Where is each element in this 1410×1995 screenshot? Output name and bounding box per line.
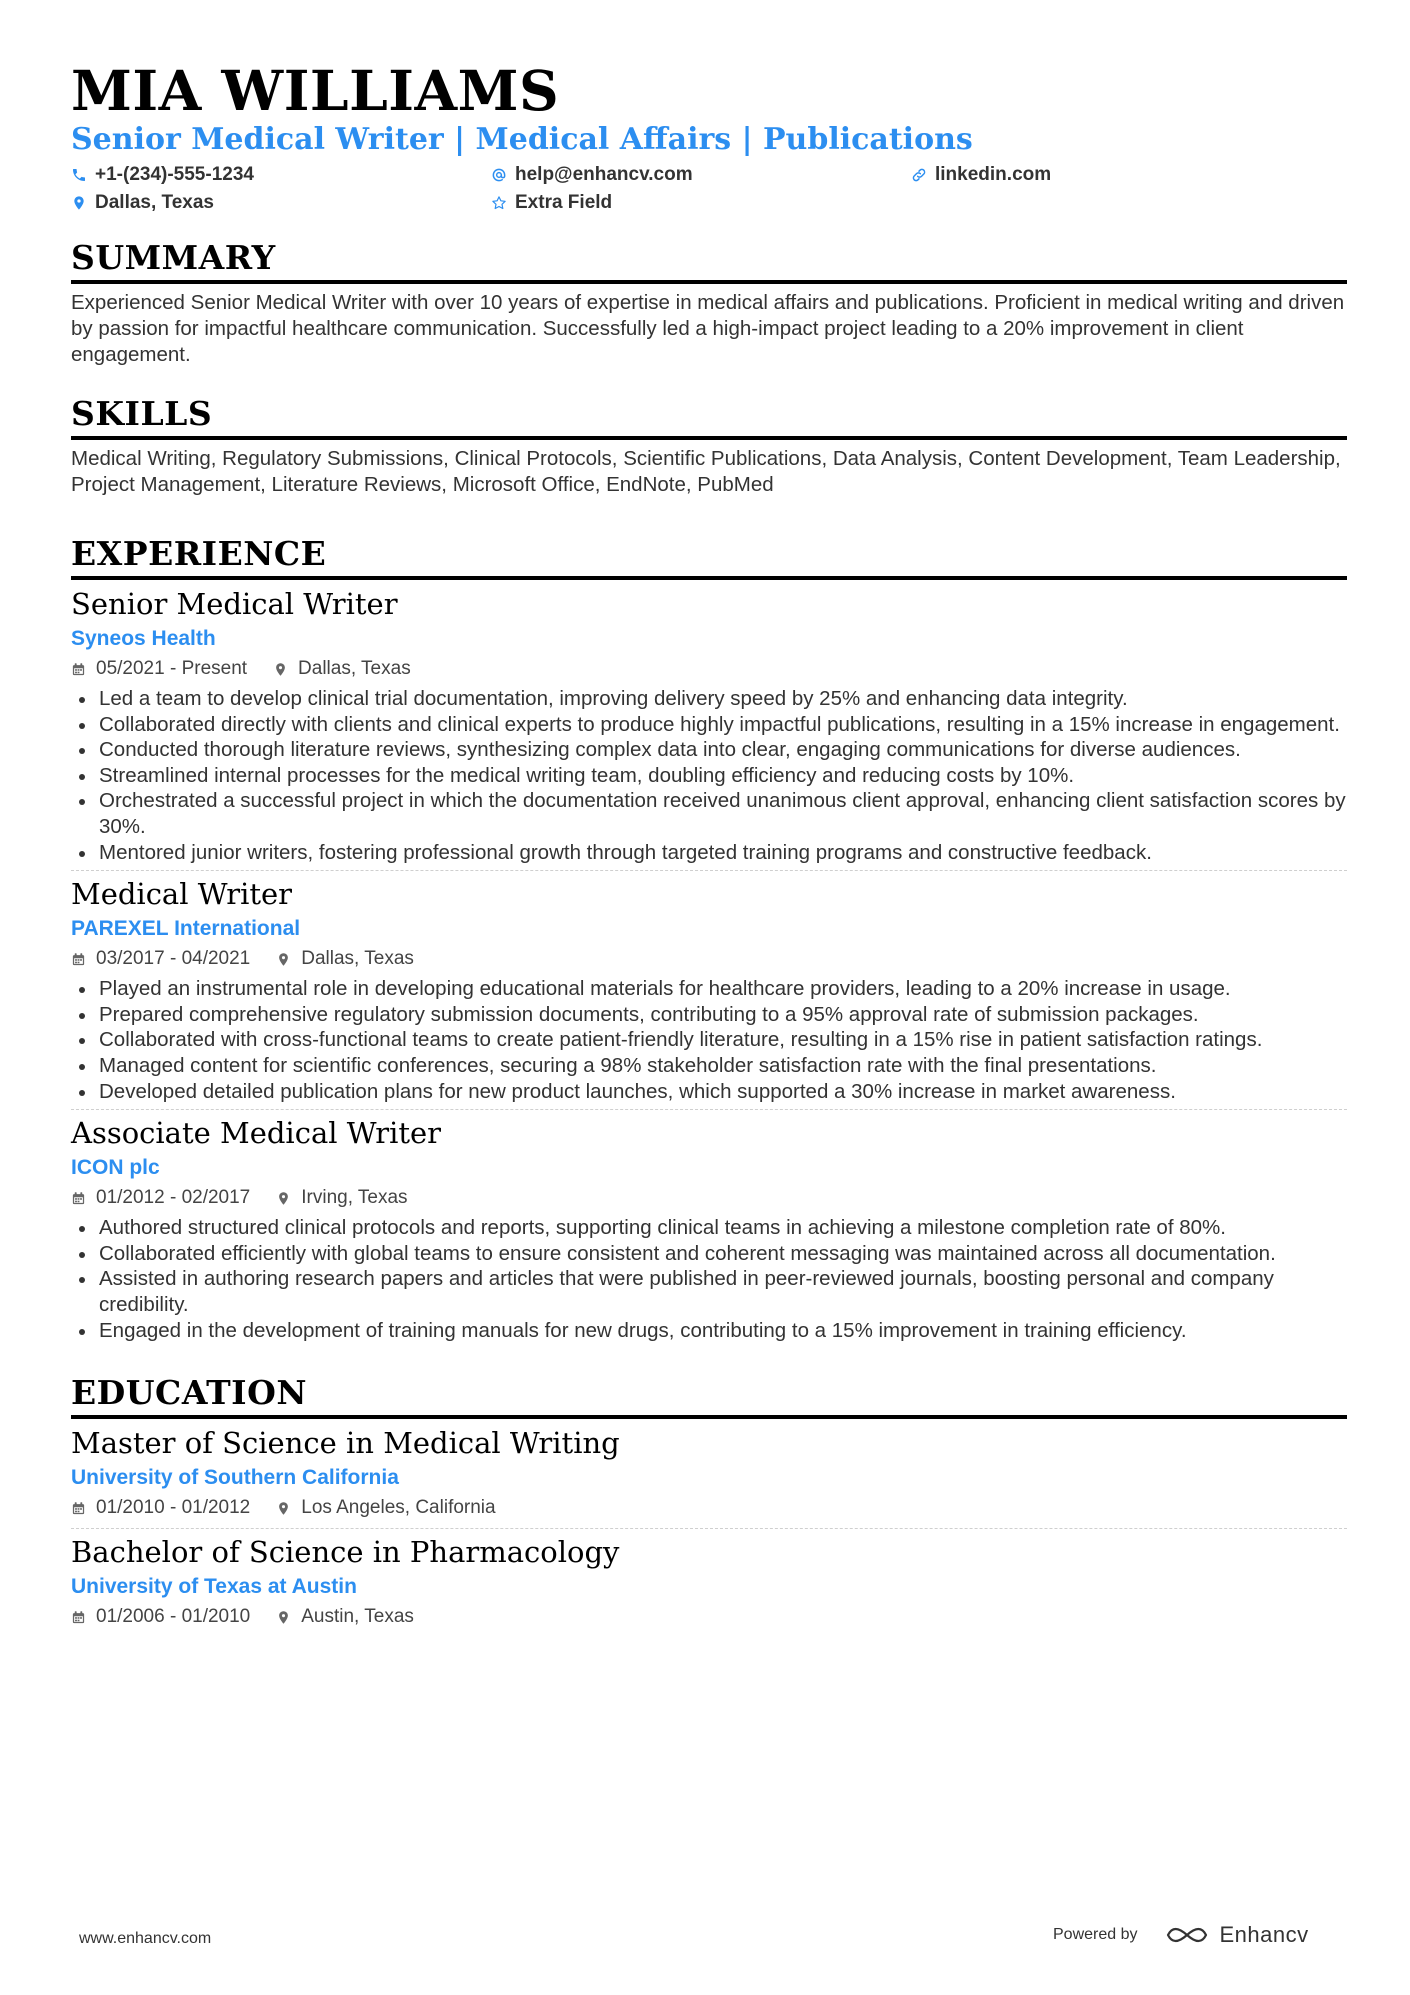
job-dates: 05/2021 - Present [96, 658, 248, 679]
location-icon [273, 662, 288, 677]
experience-section [71, 534, 1347, 1343]
company-name: ICON plc [71, 1156, 160, 1180]
job-location: Dallas, Texas [301, 948, 414, 970]
job-dates: 03/2017 - 04/2021 [96, 948, 251, 970]
education-heading: EDUCATION [71, 1373, 308, 1413]
bullet-item: Streamlined internal processes for the medical writing team, doubling efficiency and reducing costs by 10%. [71, 763, 1347, 789]
calendar-icon [71, 952, 86, 967]
bullet-item: Conducted thorough literature reviews, synthesizing complex data into clear, engaging communications for diverse audiences. [71, 737, 1347, 763]
company-name: Syneos Health [71, 627, 216, 650]
contact-location [71, 190, 491, 216]
star-icon [491, 195, 507, 211]
footer-branding[interactable] [1053, 1922, 1309, 1948]
location-icon [276, 952, 291, 967]
job-title: Senior Medical Writer [71, 587, 398, 621]
bullet-item: Developed detailed publication plans for new product launches, which supported a 30% increase in market awareness. [71, 1079, 1347, 1105]
contact-phone[interactable] [71, 162, 491, 188]
location-icon [276, 1501, 291, 1516]
summary-divider [71, 280, 1347, 284]
school-name: University of Texas at Austin [71, 1575, 357, 1599]
link-icon [911, 167, 927, 183]
bullet-item: Assisted in authoring research papers and articles that were published in peer-reviewed journals, boosting personal and company credibility. [71, 1266, 1347, 1317]
bullet-item: Mentored junior writers, fostering professional growth through targeted training programs and constructive feedback. [71, 840, 1347, 866]
contact-email-text: help@enhancv.com [515, 164, 693, 185]
education-meta [71, 1602, 1347, 1632]
degree-title: Bachelor of Science in Pharmacology [71, 1535, 620, 1570]
bullet-item: Managed content for scientific conferences, securing a 98% stakeholder satisfaction rate with the final presentations. [71, 1053, 1347, 1079]
bullet-item: Authored structured clinical protocols and reports, supporting clinical teams in achieving a milestone completion rate of 80%. [71, 1215, 1347, 1241]
email-icon [491, 167, 507, 183]
education-location: Austin, Texas [301, 1606, 414, 1628]
experience-heading: EXPERIENCE [71, 534, 327, 573]
candidate-name: MIA WILLIAMS [71, 58, 560, 123]
location-icon [276, 1191, 291, 1206]
job-location: Irving, Texas [301, 1187, 408, 1209]
skills-text: Medical Writing, Regulatory Submissions, Clinical Protocols, Scientific Publications, Data Analysis, Content Development, Team Leadership, Project Management, Literature Reviews, Microsoft Office, EndNote, PubMed [71, 447, 1341, 496]
education-entry [71, 1425, 1347, 1523]
school-name: University of Southern California [71, 1466, 399, 1490]
contact-linkedin[interactable] [911, 162, 1331, 188]
job-bullets [71, 686, 1347, 865]
education-dates: 01/2006 - 01/2010 [96, 1606, 251, 1628]
entry-divider [71, 1528, 1347, 1529]
experience-entry [71, 1115, 1347, 1343]
bullet-item: Prepared comprehensive regulatory submission documents, contributing to a 95% approval rate of submission packages. [71, 1002, 1347, 1028]
contact-extra [491, 190, 911, 216]
experience-divider [71, 576, 1347, 580]
bullet-item: Collaborated efficiently with global teams to ensure consistent and coherent messaging was maintained across all documentation. [71, 1241, 1347, 1267]
calendar-icon [71, 1191, 86, 1206]
job-dates: 01/2012 - 02/2017 [96, 1187, 251, 1209]
education-dates: 01/2010 - 01/2012 [96, 1497, 251, 1519]
experience-entry [71, 586, 1347, 865]
contact-list [71, 162, 1347, 216]
bullet-item: Engaged in the development of training manuals for new drugs, contributing to a 15% improvement in training efficiency. [71, 1318, 1347, 1344]
candidate-headline: Senior Medical Writer | Medical Affairs | Publications [71, 122, 973, 157]
job-meta [71, 654, 1347, 684]
company-name: PAREXEL International [71, 917, 301, 941]
education-entry [71, 1534, 1347, 1632]
calendar-icon [71, 662, 86, 677]
location-icon [71, 195, 87, 211]
skills-divider [71, 436, 1347, 440]
entry-divider [71, 870, 1347, 871]
job-bullets [71, 1215, 1347, 1343]
education-meta [71, 1493, 1347, 1523]
resume-header [71, 60, 1347, 216]
education-location: Los Angeles, California [301, 1497, 496, 1519]
enhancv-logo-icon [1164, 1923, 1210, 1947]
skills-section [71, 394, 1347, 498]
bullet-item: Collaborated with cross-functional teams to create patient-friendly literature, resulting in a 15% rise in patient satisfaction ratings. [71, 1027, 1347, 1053]
bullet-item: Orchestrated a successful project in which the documentation received unanimous client approval, enhancing client satisfaction scores by 30%. [71, 788, 1347, 839]
bullet-item: Played an instrumental role in developing educational materials for healthcare providers, leading to a 20% increase in usage. [71, 976, 1347, 1002]
contact-linkedin-text: linkedin.com [935, 164, 1052, 185]
education-divider [71, 1415, 1347, 1419]
contact-location-text: Dallas, Texas [95, 192, 215, 213]
enhancv-brand-text: Enhancv [1219, 1922, 1309, 1947]
experience-entry [71, 876, 1347, 1104]
summary-text: Experienced Senior Medical Writer with over 10 years of expertise in medical affairs and publications. Proficient in medical writing and driven by passion for impactful healthcare communication. Successfully led a high-impact project leading to a 20% improvement in client engagement. [71, 291, 1345, 366]
job-bullets [71, 976, 1347, 1104]
job-meta [71, 944, 1347, 974]
calendar-icon [71, 1610, 86, 1625]
contact-email[interactable] [491, 162, 911, 188]
entry-divider [71, 1109, 1347, 1110]
resume-page [71, 60, 1347, 1632]
skills-heading: SKILLS [71, 394, 213, 433]
calendar-icon [71, 1501, 86, 1516]
education-section [71, 1373, 1347, 1632]
job-title: Medical Writer [71, 877, 293, 912]
summary-heading: SUMMARY [71, 238, 276, 277]
powered-by-label: Powered by [1053, 1926, 1138, 1943]
job-meta [71, 1183, 1347, 1213]
footer-website-link[interactable]: www.enhancv.com [79, 1930, 212, 1947]
contact-phone-text: +1-(234)-555-1234 [95, 164, 254, 185]
bullet-item: Collaborated directly with clients and clinical experts to produce highly impactful publications, resulting in a 15% increase in engagement. [71, 712, 1347, 738]
job-location: Dallas, Texas [298, 658, 411, 679]
contact-extra-text: Extra Field [515, 192, 613, 213]
summary-section [71, 238, 1347, 368]
location-icon [276, 1610, 291, 1625]
degree-title: Master of Science in Medical Writing [71, 1426, 620, 1461]
job-title: Associate Medical Writer [71, 1116, 442, 1151]
bullet-item: Led a team to develop clinical trial documentation, improving delivery speed by 25% and enhancing data integrity. [71, 686, 1347, 712]
phone-icon [71, 167, 87, 183]
